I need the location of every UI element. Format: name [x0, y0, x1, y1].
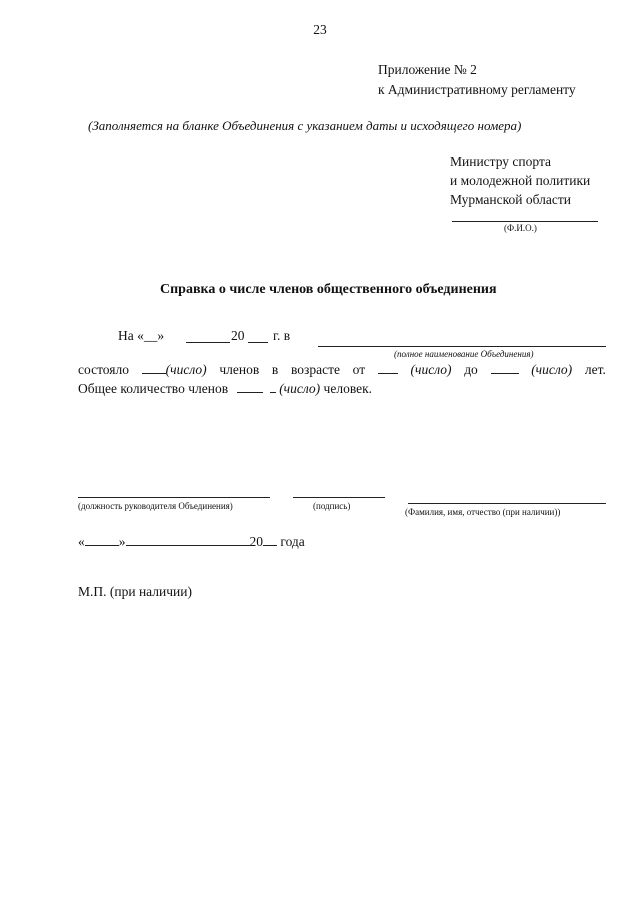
stamp-placeholder: М.П. (при наличии): [78, 584, 192, 599]
date-on-label: На «__»: [118, 328, 165, 343]
month-blank: [186, 342, 230, 343]
date-year-prefix: 20: [249, 534, 263, 549]
word-chlenov: членов: [219, 362, 260, 377]
count-hint: (число): [165, 362, 207, 377]
word-sostoyalo: состояло: [78, 362, 129, 377]
fio-underline: [452, 221, 598, 222]
instruction-note: (Заполняется на бланке Объединения с указанием даты и исходящего номера): [88, 118, 522, 133]
position-label: (должность руководителя Объединения): [78, 501, 233, 511]
name-underline: [408, 503, 606, 504]
age-to-hint: (число): [531, 362, 573, 377]
word-do: до: [464, 362, 478, 377]
org-name-blank: [318, 346, 606, 347]
total-members-row: [78, 381, 372, 397]
word-let: лет.: [584, 362, 606, 377]
date-line: [78, 534, 305, 550]
year-blank: [248, 342, 268, 343]
appendix-line-1: Приложение № 2: [378, 62, 477, 77]
document-title: Справка о числе членов общественного объединения: [160, 282, 497, 297]
signature-underline: [293, 497, 385, 498]
addressee-line-2: и молодежной политики: [450, 173, 591, 188]
addressee-line-1: Министру спорта: [450, 154, 552, 169]
date-open-quote: «: [78, 534, 85, 549]
signature-label: (подпись): [313, 501, 351, 511]
year-in-label: г. в: [273, 328, 291, 343]
total-count-hint: (число): [279, 381, 321, 396]
date-close-quote: »: [118, 534, 126, 549]
addressee-line-3: Мурманской области: [450, 192, 571, 207]
year-prefix: 20: [231, 328, 245, 343]
word-ot: от: [352, 362, 366, 377]
appendix-line-2: к Административному регламенту: [378, 82, 576, 97]
total-members-suffix: человек.: [323, 381, 373, 396]
date-suffix: года: [280, 534, 305, 549]
age-range-row: [78, 362, 606, 378]
org-name-hint: (полное наименование Объединения): [394, 349, 534, 359]
name-label: (Фамилия, имя, отчество (при наличии)): [405, 507, 561, 517]
position-underline: [78, 497, 270, 498]
word-v: в: [271, 362, 279, 377]
age-from-hint: (число): [410, 362, 452, 377]
fio-label: (Ф.И.О.): [504, 223, 537, 233]
word-vozraste: возрасте: [290, 362, 340, 377]
total-members-prefix: Общее количество членов: [78, 381, 229, 396]
page-number: 23: [313, 22, 327, 37]
